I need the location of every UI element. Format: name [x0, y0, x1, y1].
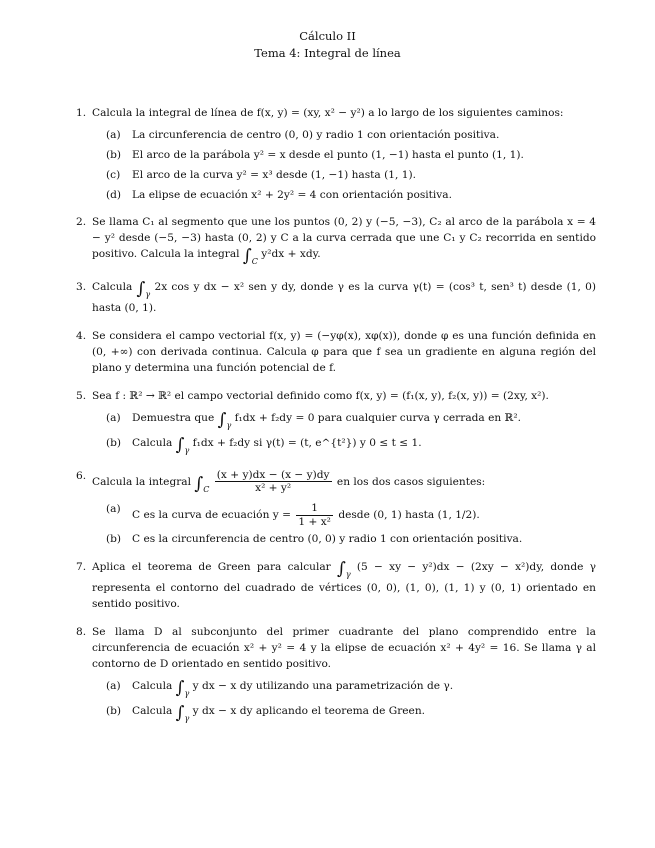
problem-4 [76, 329, 596, 377]
fraction-numerator: (x + y)dx − (x − y)dy [216, 468, 330, 481]
integral-path: C [251, 257, 258, 267]
integrand: y²dx + xdy. [261, 248, 321, 261]
subproblem-text: C es la circunferencia de centro (0, 0) y radio 1 con orientación positiva. [132, 533, 523, 546]
subproblem-text: C es la curva de ecuación y = [132, 509, 291, 522]
subproblem-text: El arco de la curva y² = x³ desde (1, −1) hasta (1, 1). [132, 168, 416, 181]
subproblem-list [92, 502, 596, 548]
subproblem-label: (b) [106, 436, 122, 449]
subproblem-list [92, 679, 596, 725]
integrand: (5 − xy − y²)dx − (2xy − x²)dy, donde γ representa el contorno del cuadrado de vértices (0, 0), (1, 0), (1, 1) y (0, 1) orientado en sentido positivo. [92, 561, 597, 611]
integral-sign: ∫ [336, 559, 346, 580]
integral-sign: ∫ [175, 702, 185, 723]
problem-text-cont: en los dos casos siguientes: [336, 475, 486, 488]
integral-sign: ∫ [217, 409, 227, 430]
subproblem-6b [106, 532, 596, 548]
subproblem-8b [106, 704, 596, 725]
problem-number: 7. [76, 561, 87, 574]
subproblem-label: (a) [106, 679, 121, 692]
integral-sign: ∫ [175, 677, 185, 698]
problem-7 [76, 560, 596, 613]
problem-text: Sea f : ℝ² → ℝ² el campo vectorial definido como f(x, y) = (f₁(x, y), f₂(x, y)) = (2xy, x²). [92, 389, 549, 402]
integrand: 2x cos y dx − x² sen y dy, donde γ es la curva γ(t) = (cos³ t, sen³ t) desde (1, 0) hasta (0, 1). [92, 281, 596, 315]
subproblem-label: (a) [106, 502, 121, 515]
subproblem-text: Calcula [132, 679, 173, 692]
subproblem-label: (d) [106, 188, 122, 201]
integral-sign: ∫ [242, 246, 252, 267]
subproblem-label: (a) [106, 411, 121, 424]
problem-number: 4. [76, 330, 87, 343]
integral-path: γ [184, 713, 190, 723]
subproblem-1b [106, 148, 596, 164]
problem-number: 6. [76, 469, 87, 482]
problem-text: Calcula la integral [92, 475, 191, 488]
course-title: Cálculo II [299, 29, 356, 43]
integral-path: γ [145, 290, 151, 300]
problem-1 [76, 106, 596, 203]
subproblem-label: (a) [106, 128, 121, 141]
topic-title: Tema 4: Integral de línea [254, 46, 401, 61]
integral-path: C [203, 484, 210, 494]
fraction-denominator: 1 + x² [298, 515, 331, 528]
problem-list [76, 106, 596, 737]
problem-3 [76, 280, 596, 317]
subproblem-list [92, 411, 596, 457]
integrand-fraction [215, 469, 332, 495]
problem-number: 5. [76, 389, 87, 402]
integrand: f₁dx + f₂dy = 0 para cualquier curva γ cerrada en ℝ². [234, 411, 521, 424]
subproblem-text: Calcula [132, 436, 173, 449]
subproblem-label: (c) [106, 168, 121, 181]
problem-2 [76, 215, 596, 268]
subproblem-text: La circunferencia de centro (0, 0) y radio 1 con orientación positiva. [132, 128, 500, 141]
problem-text: Se llama C₁ al segmento que une los puntos (0, 2) y (−5, −3), C₂ al arco de la parábola x = 4 − y² desde (−5, −3) hasta (0, 2) y C a la curva cerrada que une C₁ y C₂ recorrida en sentido positivo. Calcula la integral [92, 216, 596, 261]
subproblem-list [92, 128, 596, 204]
subproblem-1c [106, 168, 596, 184]
fraction-denominator: x² + y² [255, 482, 292, 495]
integral-path: γ [184, 445, 190, 455]
problem-6 [76, 469, 596, 549]
problem-text: Aplica el teorema de Green para calcular [92, 561, 331, 574]
subproblem-1a [106, 128, 596, 144]
problem-text: Se considera el campo vectorial f(x, y) = (−yφ(x), xφ(x)), donde φ es una función definida en (0, +∞) con derivada continua. Calcula φ para que f sea un gradiente en alguna región del plano y determina una función potencial de f. [92, 330, 596, 374]
subproblem-text: La elipse de ecuación x² + 2y² = 4 con orientación positiva. [132, 188, 452, 201]
subproblem-text: El arco de la parábola y² = x desde el punto (1, −1) hasta el punto (1, 1). [132, 148, 524, 161]
fraction-numerator: 1 [296, 502, 333, 516]
integral-sign: ∫ [194, 473, 204, 494]
integrand: f₁dx + f₂dy si γ(t) = (t, e^{t²}) y 0 ≤ t ≤ 1. [192, 436, 422, 449]
integrand: y dx − x dy utilizando una parametrización de γ. [192, 679, 454, 692]
integral-path: γ [184, 688, 190, 698]
integral-sign: ∫ [136, 279, 146, 300]
subproblem-label: (b) [106, 533, 122, 546]
subproblem-label: (b) [106, 148, 122, 161]
integrand: y dx − x dy aplicando el teorema de Green. [192, 704, 426, 717]
integral-path: γ [226, 420, 232, 430]
subproblem-5b [106, 436, 596, 457]
subproblem-5a [106, 411, 596, 432]
problem-text: Calcula [92, 281, 133, 294]
problem-number: 1. [76, 107, 87, 119]
subproblem-text: Calcula [132, 704, 173, 717]
integral-path: γ [345, 570, 351, 580]
subproblem-1d [106, 188, 596, 204]
problem-number: 3. [76, 281, 87, 294]
problem-5 [76, 389, 596, 457]
document-header [0, 28, 655, 63]
subproblem-text: Demuestra que [132, 411, 215, 424]
problem-number: 8. [76, 625, 87, 638]
problem-text: Se llama D al subconjunto del primer cuadrante del plano comprendido entre la circunferencia de ecuación x² + y² = 4 y la elipse de ecuación x² + 4y² = 16. Se llama γ al contorno de D orientado en sentido positivo. [92, 625, 596, 670]
problem-number: 2. [76, 216, 87, 229]
subproblem-6a [106, 502, 596, 528]
subproblem-label: (b) [106, 704, 122, 717]
problem-text: Calcula la integral de línea de f(x, y) = (xy, x² − y²) a lo largo de los siguientes caminos: [92, 107, 564, 119]
problem-8 [76, 625, 596, 725]
integral-sign: ∫ [175, 434, 185, 455]
subproblem-text-cont: desde (0, 1) hasta (1, 1/2). [338, 509, 480, 522]
subproblem-8a [106, 679, 596, 700]
curve-fraction [296, 502, 333, 528]
